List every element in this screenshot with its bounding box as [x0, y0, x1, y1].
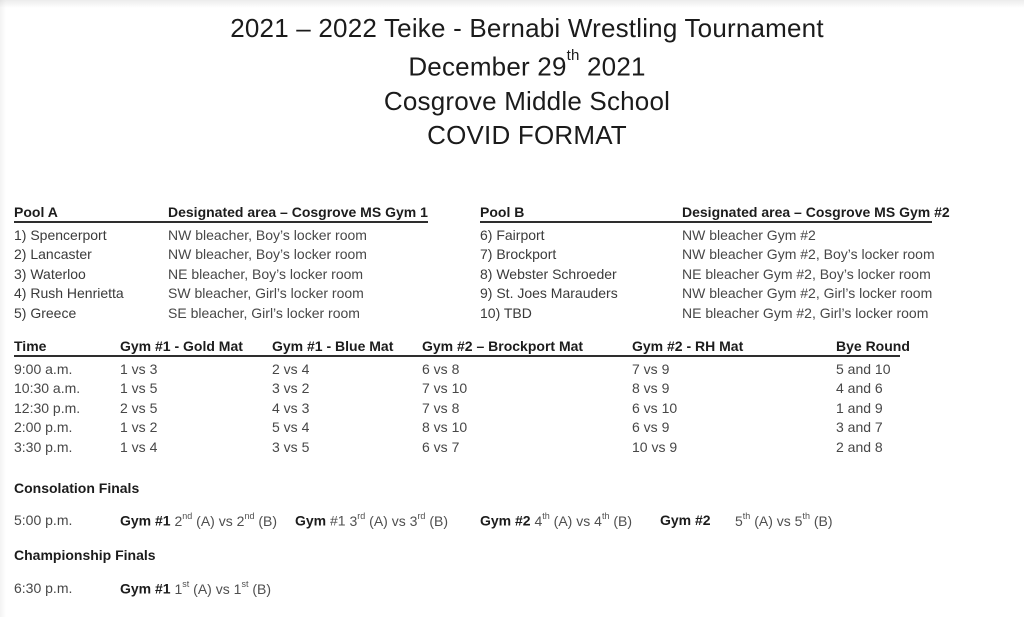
ordinal-suffix: th [742, 511, 751, 521]
opponent-pool: (B) [254, 512, 278, 529]
bye-teams: 3 and 7 [836, 419, 883, 436]
team-name: 9) St. Joes Marauders [480, 285, 618, 302]
consolation-match-4th-place [480, 512, 632, 529]
column-header-time: Time [14, 338, 47, 354]
matchup-rh: 6 vs 9 [632, 419, 670, 436]
team-name: 7) Brockport [480, 246, 557, 263]
opponent-pool: (B) [609, 512, 633, 529]
place-number: 4 [534, 512, 543, 529]
opponent-pool: (B) [809, 512, 833, 529]
document-title: 2021 – 2022 Teike - Bernabi Wrestling Tournament [230, 13, 824, 43]
ordinal-suffix: rd [357, 511, 366, 521]
team-area: NE bleacher Gym #2, Girl’s locker room [682, 304, 929, 321]
round-time: 3:30 p.m. [14, 438, 73, 455]
table-row [14, 304, 428, 323]
matchup-blue: 3 vs 2 [272, 380, 310, 397]
pool-b-area-header: Designated area – Cosgrove MS Gym #2 [682, 204, 950, 220]
ordinal-suffix: th [542, 511, 550, 521]
matchup [534, 513, 632, 529]
document-date [30, 45, 1024, 84]
matchup-blue: 2 vs 4 [272, 361, 310, 377]
table-row [14, 379, 900, 398]
format-label: COVID FORMAT [427, 119, 627, 150]
finals-time: 5:00 p.m. [14, 512, 73, 528]
consolation-match-3rd-place [295, 512, 448, 529]
place-number: 1 [233, 580, 242, 597]
place-number: 1 [174, 580, 183, 597]
place-number: 5 [735, 512, 743, 529]
place-number: 4 [594, 512, 602, 529]
matchup-brockport: 8 vs 10 [422, 419, 468, 436]
gym-label: Gym #1 [120, 512, 171, 529]
school-name: Cosgrove Middle School [383, 85, 671, 116]
vs-text: (A) vs [549, 512, 595, 529]
matchup [735, 513, 833, 529]
matchup-rh: 7 vs 9 [632, 361, 670, 377]
team-name: 4) Rush Henrietta [14, 285, 124, 302]
place-number: 3 [349, 512, 358, 529]
place-number: 2 [236, 512, 245, 529]
ordinal-suffix: st [182, 579, 190, 589]
team-name: 1) Spencerport [14, 227, 107, 243]
team-name: 10) TBD [480, 304, 532, 321]
pool-b-section [480, 204, 950, 323]
gym-label: Gym [295, 512, 327, 529]
title-block [30, 11, 1024, 152]
vs-text: (A) vs [189, 580, 234, 597]
team-area: NW bleacher Gym #2, Girl’s locker room [682, 285, 933, 302]
ordinal-suffix: nd [182, 511, 193, 521]
date-ordinal-suffix: th [566, 47, 580, 65]
team-area: SE bleacher, Girl’s locker room [168, 304, 360, 321]
table-row [14, 265, 428, 284]
column-header-gym2-rh-mat: Gym #2 - RH Mat [632, 338, 744, 354]
bye-teams: 4 and 6 [836, 380, 883, 397]
consolation-finals-heading: Consolation Finals [14, 480, 140, 496]
schedule-rows [14, 357, 900, 457]
matchup-blue: 5 vs 4 [272, 419, 310, 436]
ordinal-suffix: th [601, 511, 610, 521]
team-area: NW bleacher Gym #2 [682, 227, 816, 243]
date-text: December 29 [408, 51, 567, 82]
consolation-match-5th-place-gym [660, 512, 711, 528]
pool-a-rows [14, 223, 428, 323]
matchup-gold: 1 vs 3 [120, 361, 158, 377]
round-time: 9:00 a.m. [14, 361, 73, 377]
column-header-gym2-brockport-mat: Gym #2 – Brockport Mat [422, 338, 584, 354]
consolation-match-5th-place [735, 512, 833, 529]
matchup-brockport: 6 vs 8 [422, 361, 460, 377]
round-time: 10:30 a.m. [14, 380, 81, 397]
table-row [14, 284, 428, 303]
schedule-header-row [14, 338, 910, 357]
gym-label: Gym #2 [480, 512, 531, 529]
table-row [14, 360, 900, 379]
championship-finals-row [0, 580, 1024, 600]
column-header-gym1-blue-mat: Gym #1 - Blue Mat [272, 338, 394, 354]
vs-text: (A) vs [750, 512, 795, 529]
bye-teams: 2 and 8 [836, 438, 883, 455]
place-number: 2 [174, 512, 183, 529]
bye-teams: 1 and 9 [836, 399, 883, 416]
team-area: NE bleacher Gym #2, Boy’s locker room [682, 265, 931, 282]
date-year: 2021 [579, 51, 646, 82]
matchup-rh: 10 vs 9 [632, 438, 678, 455]
table-row [480, 265, 932, 284]
table-row [480, 245, 935, 264]
round-time: 2:00 p.m. [14, 419, 73, 436]
table-row [14, 399, 900, 418]
gym-label-rest: #1 [326, 512, 346, 529]
table-row [14, 438, 900, 457]
pool-b-label: Pool B [480, 204, 525, 220]
consolation-finals-row [0, 512, 1024, 532]
round-time: 12:30 p.m. [14, 399, 81, 416]
gym-label: Gym #1 [120, 580, 171, 597]
pool-b-header-row [480, 204, 950, 223]
team-name: 2) Lancaster [14, 246, 92, 263]
team-area: NE bleacher, Boy’s locker room [168, 265, 364, 282]
table-row [14, 226, 428, 245]
scan-artifact-top [0, 0, 1024, 8]
matchup [174, 581, 271, 597]
matchup-brockport: 6 vs 7 [422, 438, 460, 455]
matchup-blue: 3 vs 5 [272, 438, 310, 455]
table-row [480, 226, 932, 245]
pool-a-section [14, 204, 428, 323]
matchup [349, 513, 448, 529]
table-row [14, 418, 900, 437]
place-number: 5 [794, 512, 803, 529]
vs-text: (A) vs [192, 512, 237, 529]
matchup-brockport: 7 vs 8 [422, 399, 460, 416]
table-row [14, 245, 428, 264]
vs-text: (A) vs [365, 512, 410, 529]
matchup-gold: 1 vs 4 [120, 438, 158, 455]
column-header-gym1-gold-mat: Gym #1 - Gold Mat [120, 338, 243, 354]
pool-a-label: Pool A [14, 204, 58, 220]
ordinal-suffix: th [802, 511, 810, 521]
ordinal-suffix: nd [244, 511, 255, 521]
matchup-blue: 4 vs 3 [272, 399, 310, 416]
team-area: SW bleacher, Girl’s locker room [168, 285, 364, 302]
team-area: NW bleacher, Boy’s locker room [168, 227, 367, 243]
place-number: 3 [409, 512, 418, 529]
matchup-rh: 8 vs 9 [632, 380, 670, 397]
ordinal-suffix: rd [417, 511, 426, 521]
championship-finals-heading: Championship Finals [14, 547, 156, 563]
matchup-gold: 1 vs 5 [120, 380, 158, 397]
round-schedule-table [14, 338, 910, 457]
championship-match-1st-place [120, 580, 271, 597]
team-area: NW bleacher, Boy’s locker room [168, 246, 367, 263]
consolation-match-2nd-place [120, 512, 277, 529]
matchup-gold: 1 vs 2 [120, 419, 158, 436]
team-name: 6) Fairport [480, 227, 545, 243]
opponent-pool: (B) [425, 512, 449, 529]
matchup-brockport: 7 vs 10 [422, 380, 468, 397]
matchup [174, 513, 277, 529]
ordinal-suffix: st [241, 579, 249, 589]
opponent-pool: (B) [248, 580, 272, 597]
pool-a-header-row [14, 204, 428, 223]
table-row [480, 304, 932, 323]
matchup-rh: 6 vs 10 [632, 399, 678, 416]
column-header-bye-round: Bye Round [836, 338, 910, 354]
pool-a-area-header: Designated area – Cosgrove MS Gym 1 [168, 204, 428, 220]
pool-b-rows [480, 223, 935, 323]
team-name: 3) Waterloo [14, 265, 86, 282]
team-name: 8) Webster Schroeder [480, 265, 617, 282]
team-name: 5) Greece [14, 304, 77, 321]
team-area: NW bleacher Gym #2, Boy’s locker room [682, 246, 935, 263]
finals-time: 6:30 p.m. [14, 580, 73, 596]
gym-label: Gym #2 [660, 512, 711, 528]
matchup-gold: 2 vs 5 [120, 399, 158, 416]
table-row [480, 284, 932, 303]
bye-teams: 5 and 10 [836, 361, 891, 377]
